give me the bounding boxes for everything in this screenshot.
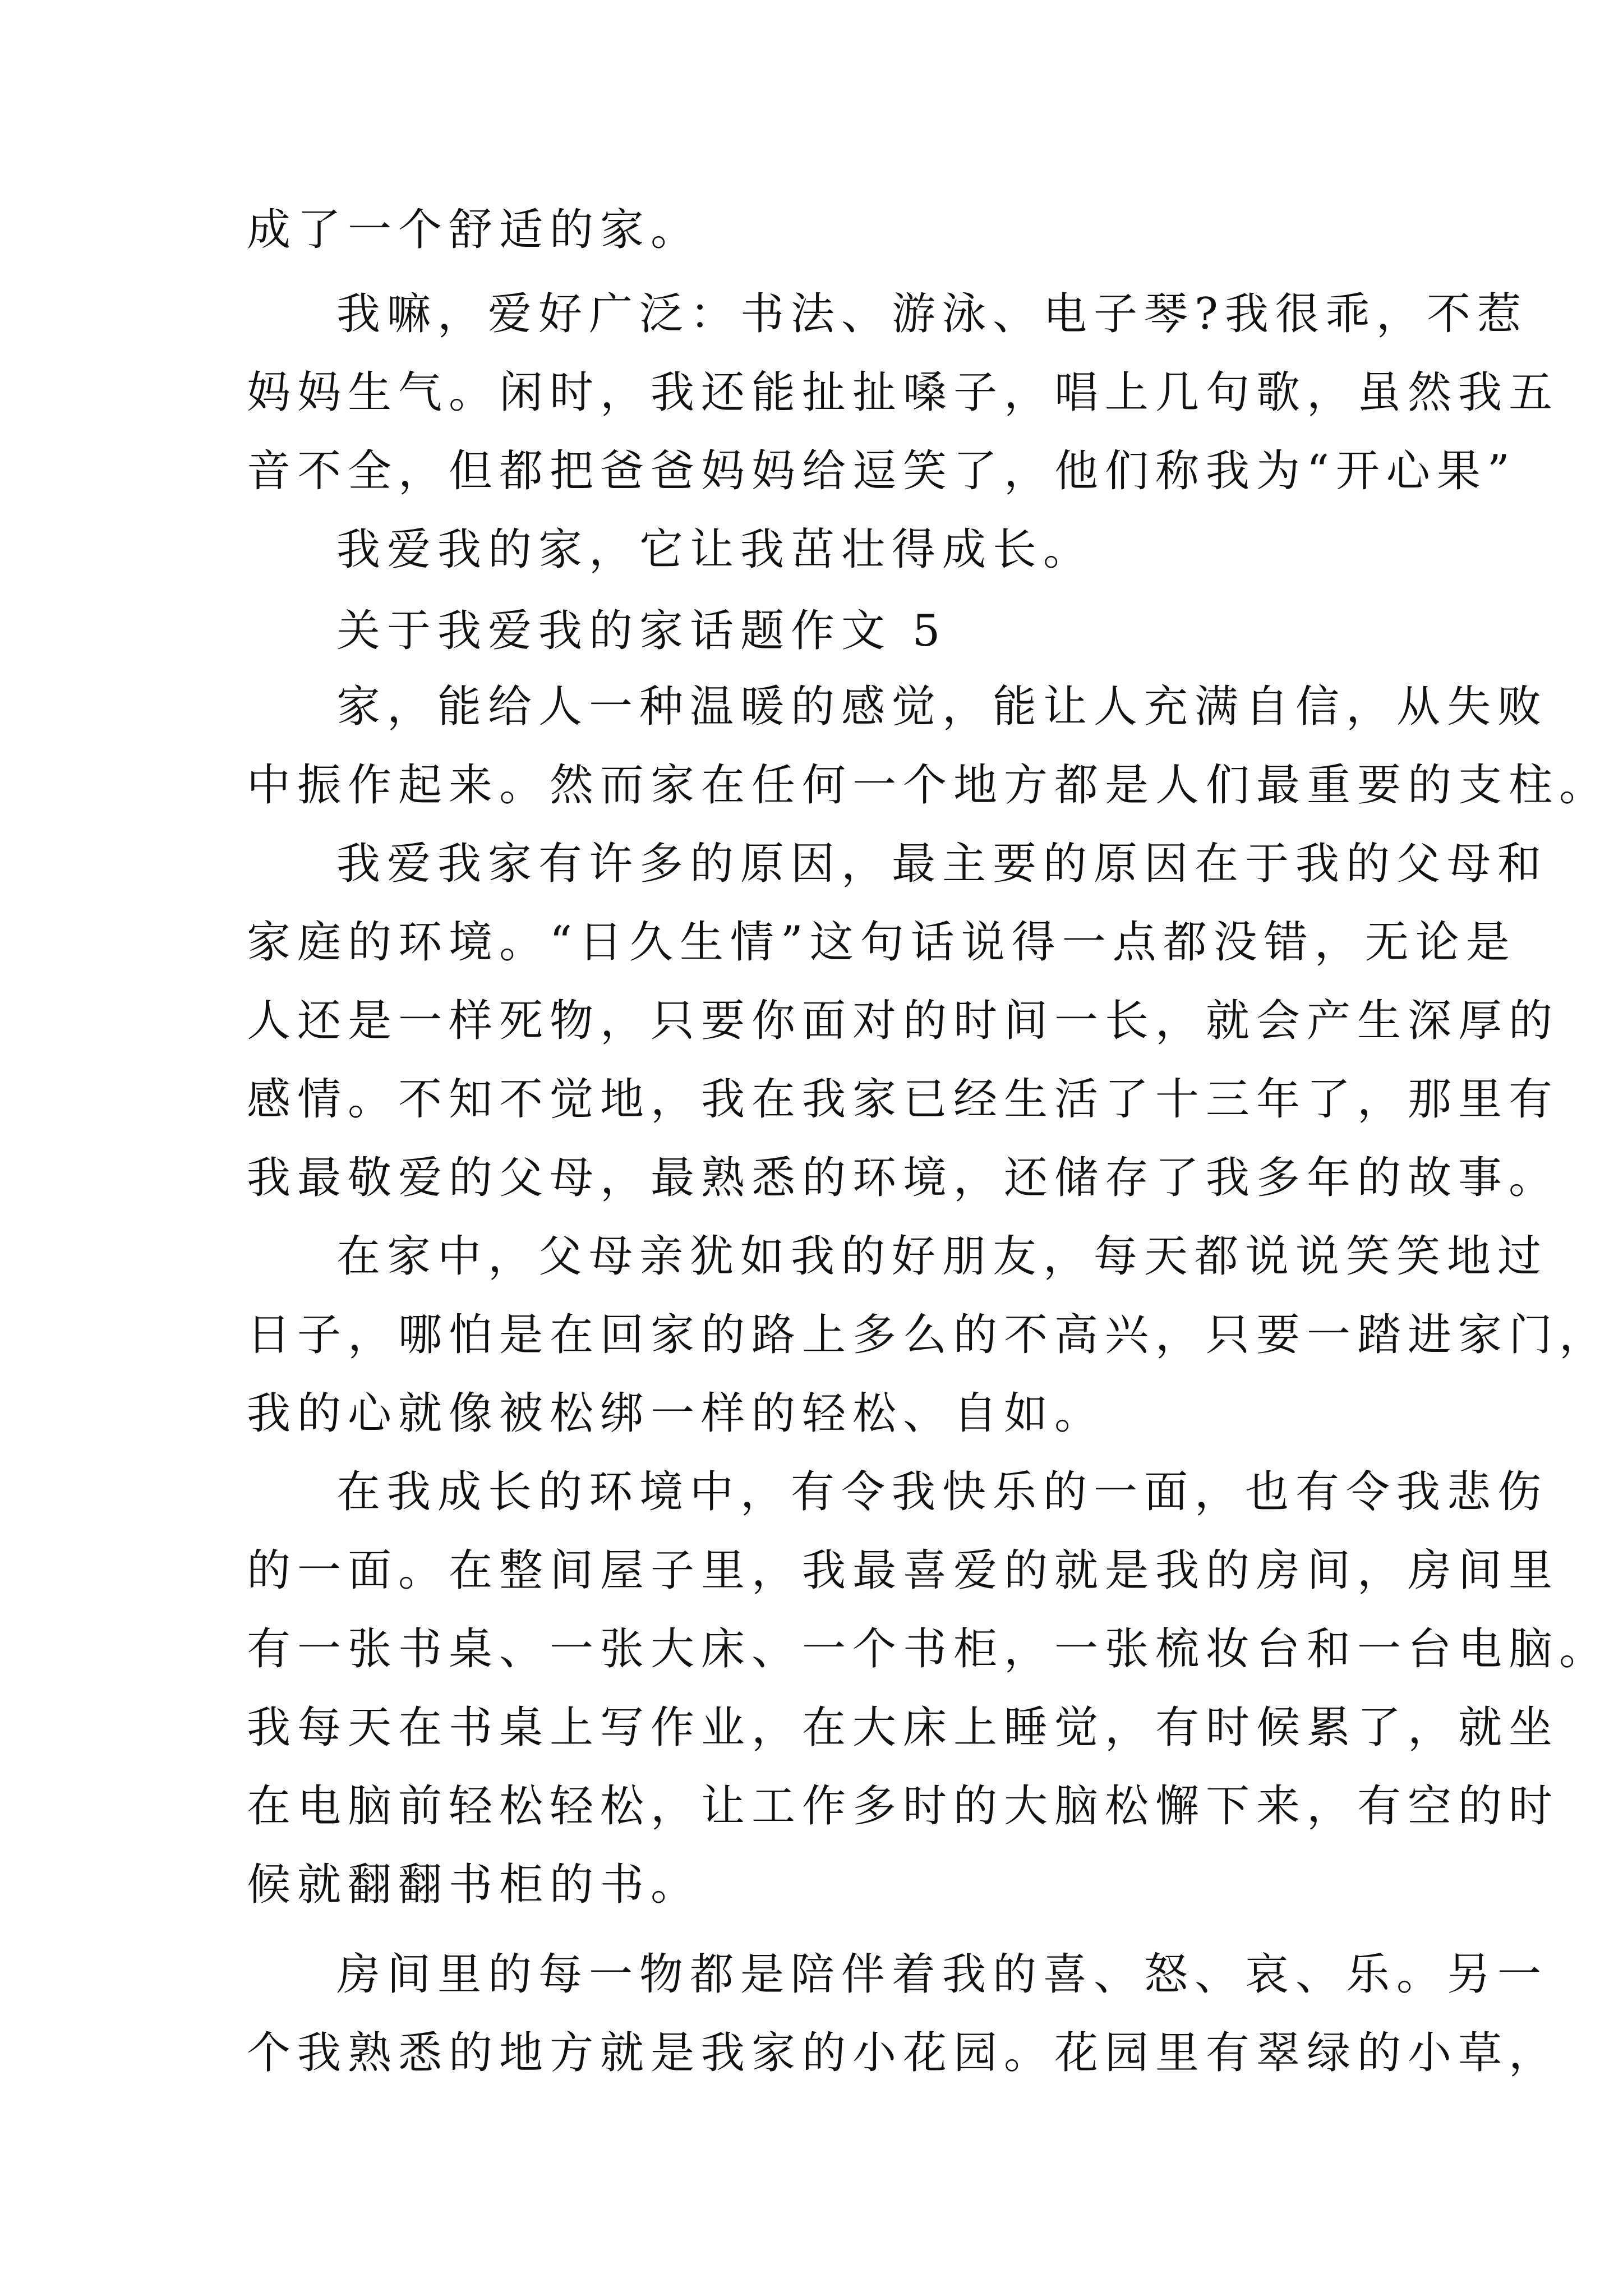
text-line: 家庭的环境。“日久生情”这句话说得一点都没错，无论是: [247, 917, 1516, 968]
text-line: 我每天在书桌上写作业，在大床上睡觉，有时候累了，就坐: [247, 1703, 1560, 1753]
text-line: 我的心就像被松绑一样的轻松、自如。: [247, 1388, 1105, 1439]
text-line: 人还是一样死物，只要你面对的时间一长，就会产生深厚的: [247, 996, 1560, 1046]
paragraph-line: 我爱我的家，它让我茁壮得成长。: [336, 524, 1094, 575]
text-line: 妈妈生气。闲时，我还能扯扯嗓子，唱上几句歌，虽然我五: [247, 367, 1560, 418]
text-line: 有一张书桌、一张大床、一个书柜，一张梳妆台和一台电脑。: [247, 1624, 1610, 1674]
text-line: 的一面。在整间屋子里，我最喜爱的就是我的房间，房间里: [247, 1545, 1560, 1596]
paragraph-line: 我嘛，爱好广泛：书法、游泳、电子琴?我很乖，不惹: [336, 289, 1528, 339]
text-line: 音不全，但都把爸爸妈妈给逗笑了，他们称我为“开心果”: [247, 446, 1516, 496]
text-line: 日子，哪怕是在回家的路上多么的不高兴，只要一踏进家门，: [247, 1310, 1610, 1360]
paragraph-line: 在我成长的环境中，有令我快乐的一面，也有令我悲伤: [336, 1467, 1548, 1517]
paragraph-line: 家，能给人一种温暖的感觉，能让人充满自信，从失败: [336, 682, 1548, 732]
text-line: 个我熟悉的地方就是我家的小花园。花园里有翠绿的小草，: [247, 2028, 1560, 2078]
paragraph-line: 房间里的每一物都是陪伴着我的喜、怒、哀、乐。另一: [336, 1949, 1548, 2000]
section-heading: 关于我爱我的家话题作文 5: [336, 606, 947, 656]
text-line: 成了一个舒适的家。: [247, 205, 702, 255]
text-line: 在电脑前轻松轻松，让工作多时的大脑松懈下来，有空的时: [247, 1781, 1560, 1832]
paragraph-line: 我爱我家有许多的原因，最主要的原因在于我的父母和: [336, 839, 1548, 889]
text-line: 候就翻翻书柜的书。: [247, 1860, 702, 1910]
text-line: 我最敬爱的父母，最熟悉的环境，还储存了我多年的故事。: [247, 1153, 1560, 1203]
paragraph-line: 在家中，父母亲犹如我的好朋友，每天都说说笑笑地过: [336, 1231, 1548, 1282]
text-line: 感情。不知不觉地，我在我家已经生活了十三年了，那里有: [247, 1074, 1560, 1125]
text-line: 中振作起来。然而家在任何一个地方都是人们最重要的支柱。: [247, 760, 1610, 811]
